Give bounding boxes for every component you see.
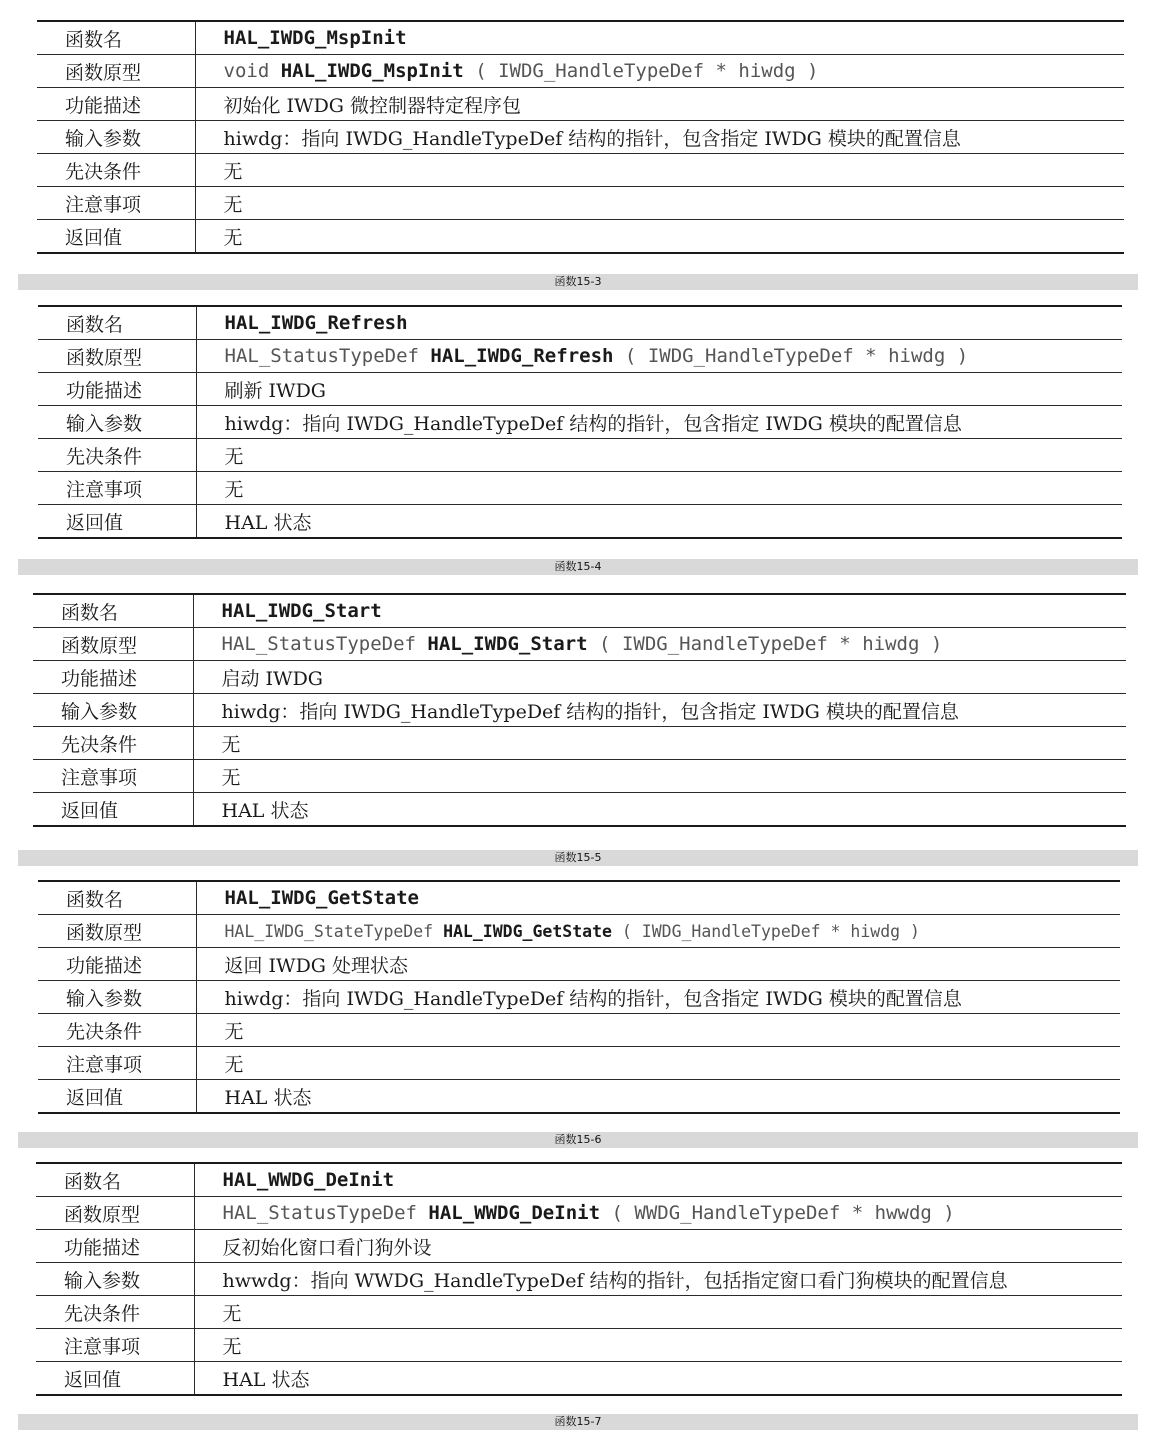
label-prototype: 函数原型 — [38, 340, 196, 373]
function-name: HAL_IWDG_Start — [193, 594, 1126, 628]
function-prototype — [194, 1197, 1122, 1230]
label-description: 功能描述 — [37, 88, 195, 121]
proto-rparen: ) — [956, 345, 969, 367]
function-table — [36, 1162, 1122, 1396]
label-prototype: 函数原型 — [36, 1197, 194, 1230]
label-description: 功能描述 — [36, 1230, 194, 1263]
row-prototype — [38, 915, 1120, 948]
function-table-hal-iwdg-mspinit — [37, 20, 1124, 254]
proto-return-type: HAL_StatusTypeDef — [221, 633, 416, 655]
table-caption: 函数15-5 — [18, 850, 1138, 866]
row-precondition — [33, 727, 1126, 760]
table-caption: 函数15-4 — [18, 559, 1138, 575]
proto-pointer: * — [715, 60, 727, 82]
table-caption: 函数15-6 — [18, 1132, 1138, 1148]
proto-param-type: IWDG_HandleTypeDef — [641, 921, 821, 941]
function-description: 启动 IWDG — [193, 661, 1126, 694]
function-prototype — [195, 55, 1124, 88]
proto-param-name: hwwdg — [874, 1202, 932, 1224]
proto-return-type: HAL_StatusTypeDef — [224, 345, 419, 367]
proto-pointer: * — [839, 633, 851, 655]
proto-rparen: ) — [930, 633, 943, 655]
function-name: HAL_WWDG_DeInit — [194, 1163, 1122, 1197]
proto-lparen: ( — [475, 60, 487, 82]
row-precondition — [36, 1296, 1122, 1329]
label-function-name: 函数名 — [38, 881, 196, 915]
function-description: 刷新 IWDG — [196, 373, 1122, 406]
function-table — [33, 593, 1126, 827]
row-description — [37, 88, 1124, 121]
proto-param-name: hiwdg — [738, 60, 796, 82]
proto-lparen: ( — [611, 1202, 623, 1224]
function-description: 初始化 IWDG 微控制器特定程序包 — [195, 88, 1124, 121]
label-return-value: 返回值 — [38, 1080, 196, 1114]
label-return-value: 返回值 — [37, 220, 195, 254]
label-input-params: 输入参数 — [38, 406, 196, 439]
row-prototype — [38, 340, 1122, 373]
row-return — [38, 1080, 1120, 1114]
label-function-name: 函数名 — [36, 1163, 194, 1197]
row-name — [37, 21, 1124, 55]
return-value: 无 — [195, 220, 1124, 254]
function-table-hal-wwdg-deinit — [36, 1162, 1122, 1396]
proto-function-name: HAL_IWDG_GetState — [443, 921, 612, 941]
return-value: HAL 状态 — [196, 1080, 1120, 1114]
row-input — [36, 1263, 1122, 1296]
label-return-value: 返回值 — [33, 793, 193, 827]
proto-param-name: hiwdg — [862, 633, 920, 655]
proto-rparen: ) — [807, 60, 819, 82]
label-notes: 注意事项 — [37, 187, 195, 220]
function-table-hal-iwdg-start — [33, 593, 1126, 827]
function-table — [38, 305, 1122, 539]
proto-param-name: hiwdg — [888, 345, 946, 367]
row-description — [38, 948, 1120, 981]
row-input — [38, 406, 1122, 439]
row-name — [33, 594, 1126, 628]
notes: 无 — [195, 187, 1124, 220]
label-description: 功能描述 — [38, 373, 196, 406]
proto-rparen: ) — [910, 921, 920, 941]
label-function-name: 函数名 — [38, 306, 196, 340]
label-preconditions: 先决条件 — [38, 439, 196, 472]
notes: 无 — [196, 472, 1122, 505]
row-name — [38, 881, 1120, 915]
input-params: hiwdg：指向 IWDG_HandleTypeDef 结构的指针，包含指定 IWDG 模块的配置信息 — [195, 121, 1124, 154]
label-function-name: 函数名 — [37, 21, 195, 55]
row-name — [38, 306, 1122, 340]
label-prototype: 函数原型 — [37, 55, 195, 88]
row-notes — [38, 472, 1122, 505]
proto-return-type: void — [223, 60, 270, 82]
row-precondition — [38, 1014, 1120, 1047]
row-input — [33, 694, 1126, 727]
row-description — [33, 661, 1126, 694]
label-prototype: 函数原型 — [38, 915, 196, 948]
label-preconditions: 先决条件 — [38, 1014, 196, 1047]
label-notes: 注意事项 — [33, 760, 193, 793]
row-name — [36, 1163, 1122, 1197]
row-prototype — [33, 628, 1126, 661]
proto-function-name: HAL_IWDG_Refresh — [430, 345, 614, 367]
proto-pointer: * — [830, 921, 841, 941]
proto-param-name: hiwdg — [850, 921, 901, 941]
proto-return-type: HAL_IWDG_StateTypeDef — [224, 921, 434, 941]
notes: 无 — [193, 760, 1126, 793]
return-value: HAL 状态 — [193, 793, 1126, 827]
notes: 无 — [196, 1047, 1120, 1080]
proto-function-name: HAL_IWDG_Start — [427, 633, 588, 655]
input-params: hiwdg：指向 IWDG_HandleTypeDef 结构的指针，包含指定 IWDG 模块的配置信息 — [196, 981, 1120, 1014]
function-name: HAL_IWDG_GetState — [196, 881, 1120, 915]
label-preconditions: 先决条件 — [33, 727, 193, 760]
function-prototype — [196, 915, 1120, 948]
label-return-value: 返回值 — [36, 1362, 194, 1396]
function-prototype — [193, 628, 1126, 661]
function-description: 反初始化窗口看门狗外设 — [194, 1230, 1122, 1263]
return-value: HAL 状态 — [194, 1362, 1122, 1396]
row-return — [33, 793, 1126, 827]
label-input-params: 输入参数 — [33, 694, 193, 727]
proto-return-type: HAL_StatusTypeDef — [222, 1202, 417, 1224]
label-preconditions: 先决条件 — [37, 154, 195, 187]
label-function-name: 函数名 — [33, 594, 193, 628]
function-name: HAL_IWDG_MspInit — [195, 21, 1124, 55]
input-params: hwwdg：指向 WWDG_HandleTypeDef 结构的指针，包括指定窗口看门狗模块的配置信息 — [194, 1263, 1122, 1296]
preconditions: 无 — [196, 1014, 1120, 1047]
label-description: 功能描述 — [33, 661, 193, 694]
row-input — [37, 121, 1124, 154]
proto-param-type: IWDG_HandleTypeDef — [498, 60, 705, 82]
label-input-params: 输入参数 — [37, 121, 195, 154]
function-table — [38, 880, 1120, 1114]
proto-lparen: ( — [599, 633, 611, 655]
return-value: HAL 状态 — [196, 505, 1122, 539]
row-notes — [37, 187, 1124, 220]
row-precondition — [38, 439, 1122, 472]
function-table-hal-iwdg-getstate — [38, 880, 1120, 1114]
notes: 无 — [194, 1329, 1122, 1362]
label-prototype: 函数原型 — [33, 628, 193, 661]
row-description — [36, 1230, 1122, 1263]
label-preconditions: 先决条件 — [36, 1296, 194, 1329]
table-caption: 函数15-7 — [18, 1414, 1138, 1430]
proto-lparen: ( — [621, 921, 632, 941]
proto-param-type: IWDG_HandleTypeDef — [621, 633, 828, 655]
label-description: 功能描述 — [38, 948, 196, 981]
label-notes: 注意事项 — [38, 472, 196, 505]
proto-param-type: WWDG_HandleTypeDef — [634, 1202, 841, 1224]
preconditions: 无 — [195, 154, 1124, 187]
row-prototype — [37, 55, 1124, 88]
label-notes: 注意事项 — [38, 1047, 196, 1080]
row-notes — [33, 760, 1126, 793]
preconditions: 无 — [193, 727, 1126, 760]
proto-param-type: IWDG_HandleTypeDef — [647, 345, 854, 367]
row-description — [38, 373, 1122, 406]
proto-pointer: * — [865, 345, 877, 367]
row-input — [38, 981, 1120, 1014]
row-return — [36, 1362, 1122, 1396]
function-table-hal-iwdg-refresh — [38, 305, 1122, 539]
preconditions: 无 — [194, 1296, 1122, 1329]
table-caption: 函数15-3 — [18, 274, 1138, 290]
proto-function-name: HAL_IWDG_MspInit — [280, 60, 464, 82]
function-name: HAL_IWDG_Refresh — [196, 306, 1122, 340]
row-return — [38, 505, 1122, 539]
row-precondition — [37, 154, 1124, 187]
input-params: hiwdg：指向 IWDG_HandleTypeDef 结构的指针，包含指定 IWDG 模块的配置信息 — [193, 694, 1126, 727]
row-prototype — [36, 1197, 1122, 1230]
label-input-params: 输入参数 — [38, 981, 196, 1014]
label-notes: 注意事项 — [36, 1329, 194, 1362]
proto-rparen: ) — [943, 1202, 955, 1224]
preconditions: 无 — [196, 439, 1122, 472]
function-prototype — [196, 340, 1122, 373]
function-description: 返回 IWDG 处理状态 — [196, 948, 1120, 981]
proto-lparen: ( — [624, 345, 637, 367]
proto-pointer: * — [851, 1202, 864, 1224]
function-table — [37, 20, 1124, 254]
row-return — [37, 220, 1124, 254]
label-return-value: 返回值 — [38, 505, 196, 539]
label-input-params: 输入参数 — [36, 1263, 194, 1296]
input-params: hiwdg：指向 IWDG_HandleTypeDef 结构的指针，包含指定 IWDG 模块的配置信息 — [196, 406, 1122, 439]
proto-function-name: HAL_WWDG_DeInit — [428, 1202, 601, 1224]
row-notes — [38, 1047, 1120, 1080]
row-notes — [36, 1329, 1122, 1362]
